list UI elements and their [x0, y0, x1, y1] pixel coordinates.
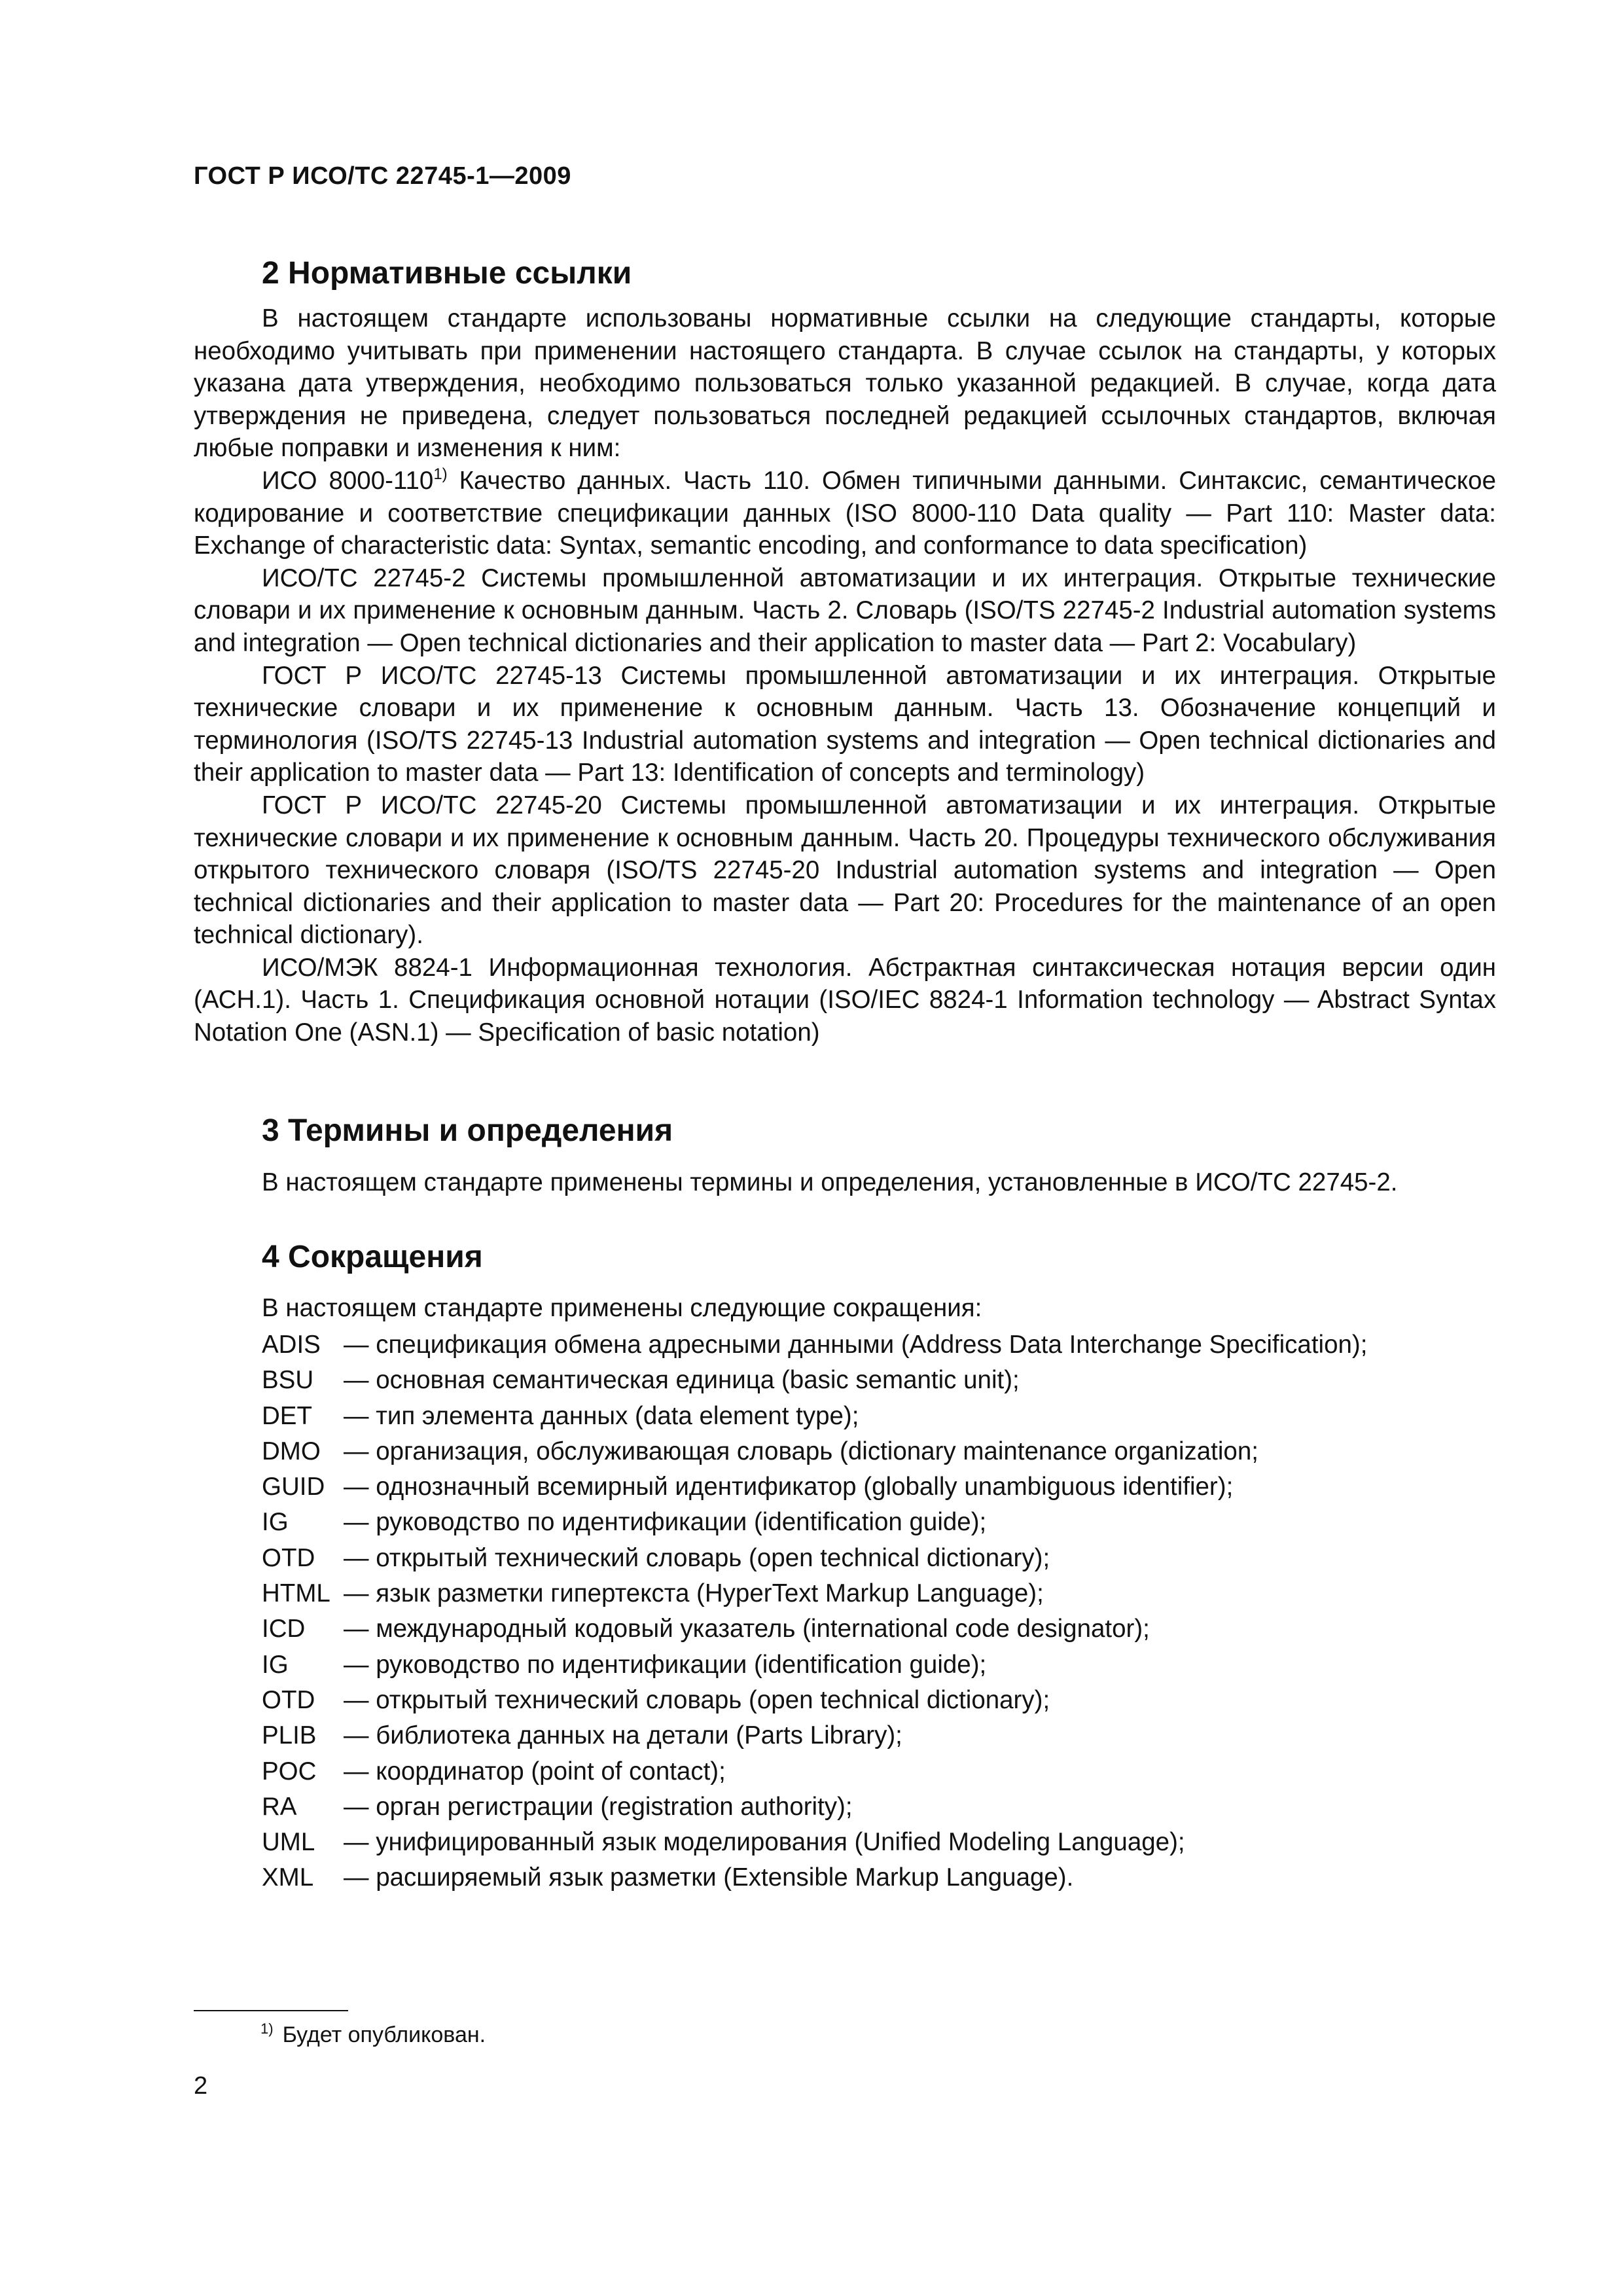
section-2-intro: В настоящем стандарте использованы нормативные ссылки на следующие стандарты, которые необходимо учитывать при применении настоящего стандарта. В случае ссылок на стандарты, у которых указана дата утверждения, необходимо пользоваться только указанной редакцией. В случае, когда дата утверждения не приведена, следует пользоваться последней редакцией ссылочных стандартов, включая любые поправки и изменения к ним: — [194, 304, 1496, 463]
section-2-title: 2 Нормативные ссылки — [262, 256, 632, 291]
abbreviation-code: RA — [262, 1792, 297, 1821]
abbreviation-code: IG — [262, 1650, 289, 1679]
section-3-title: 3 Термины и определения — [262, 1113, 673, 1148]
abbreviation-code: BSU — [262, 1366, 314, 1395]
abbreviation-code: PLIB — [262, 1721, 317, 1750]
footnote-marker: 1) — [433, 465, 448, 483]
reference-text: Качество данных. Часть 110. Обмен типичными данными. Синтаксис, семантическое кодирование и соответствие спецификации данных (ISO 8000-110 Data quality — Part 110: Master data: Exchange of characteristic data: Syntax, semantic encoding, and conformance to data specification) — [194, 466, 1497, 560]
abbreviation-code: ADIS — [262, 1331, 321, 1359]
abbreviation-code: GUID — [262, 1473, 325, 1501]
abbreviation-item — [262, 1718, 1505, 1753]
abbreviation-item — [262, 1825, 1505, 1860]
section-4-intro: В настоящем стандарте применены следующие сокращения: — [262, 1294, 982, 1322]
section-4-title: 4 Сокращения — [262, 1240, 483, 1274]
abbreviation-code: ICD — [262, 1615, 306, 1643]
abbreviation-description: — основная семантическая единица (basic semantic unit); — [344, 1366, 1020, 1395]
page-number: 2 — [194, 2072, 208, 2100]
abbreviation-item — [262, 1434, 1505, 1469]
abbreviation-description: — координатор (point of contact); — [344, 1757, 726, 1785]
footnote-text: Будет опубликован. — [282, 2022, 486, 2047]
reference-text: Системы промышленной автоматизации и их интеграция. Открытые технические словари и их применение к основным данным. Часть 13. Обозначение концепций и терминология (ISO/TS 22745-13 Industrial automation systems and integration — Open technical dictionaries and their application to master data — Part 13: Identification of concepts and terminology) — [194, 661, 1496, 787]
abbreviation-code: IG — [262, 1508, 289, 1537]
abbreviation-item — [262, 1363, 1505, 1398]
reference-item — [194, 562, 1496, 660]
abbreviation-code: XML — [262, 1863, 314, 1892]
abbreviation-description: — язык разметки гипертекста (HyperText Markup Language); — [344, 1579, 1044, 1608]
abbreviation-description: — открытый технический словарь (open technical dictionary); — [344, 1543, 1050, 1572]
reference-code: ГОСТ Р ИСО/ТС 22745-20 — [262, 791, 602, 819]
reference-item — [194, 789, 1496, 952]
abbreviation-code: HTML — [262, 1579, 330, 1608]
abbreviation-item — [262, 1399, 1505, 1434]
footnote-marker: 1) — [260, 2020, 274, 2037]
abbreviation-description: — открытый технический словарь (open technical dictionary); — [344, 1685, 1050, 1714]
abbreviation-item — [262, 1469, 1505, 1505]
abbreviation-item — [262, 1860, 1505, 1895]
abbreviation-item — [262, 1683, 1505, 1718]
section-3-text: В настоящем стандарте применены термины и определения, установленные в ИСО/ТС 22745-2. — [262, 1168, 1398, 1196]
reference-text: Системы промышленной автоматизации и их интеграция. Открытые технические словари и их применение к основным данным. Часть 2. Словарь (ISO/TS 22745-2 Industrial automation systems and integration — Open technical dictionaries and their application to master data — Part 2: Vocabulary) — [194, 564, 1496, 657]
footnote-divider — [194, 2010, 348, 2011]
abbreviation-code: POC — [262, 1757, 317, 1785]
abbreviation-code: DMO — [262, 1437, 321, 1465]
abbreviation-item — [262, 1541, 1505, 1576]
abbreviation-item — [262, 1789, 1505, 1825]
reference-code: ИСО/ТС 22745-2 — [262, 564, 466, 592]
reference-code: ИСО/МЭК 8824-1 — [262, 953, 473, 982]
section-2-body — [194, 302, 1496, 1049]
reference-code: ИСО 8000-110 — [262, 466, 434, 495]
abbreviation-description: — спецификация обмена адресными данными (Address Data Interchange Specification); — [344, 1331, 1368, 1359]
reference-item — [194, 660, 1496, 789]
reference-text: Информационная технология. Абстрактная синтаксическая нотация версии один (АСН.1). Часть 1. Спецификация основной нотации (ISO/IEC 8824-1 Information technology — Abstract Syntax Notation One (ASN.1) — Specification of basic notation) — [194, 953, 1496, 1047]
abbreviation-code: DET — [262, 1401, 312, 1430]
abbreviation-item — [262, 1754, 1505, 1789]
abbreviation-description: — тип элемента данных (data element type); — [344, 1401, 859, 1430]
abbreviation-code: OTD — [262, 1685, 315, 1714]
reference-code: ГОСТ Р ИСО/ТС 22745-13 — [262, 661, 602, 690]
abbreviation-item — [262, 1505, 1505, 1540]
abbreviation-item — [262, 1327, 1505, 1363]
abbreviation-description: — однозначный всемирный идентификатор (globally unambiguous identifier); — [344, 1473, 1234, 1501]
reference-item — [194, 465, 1496, 562]
abbreviation-description: — руководство по идентификации (identification guide); — [344, 1650, 987, 1679]
reference-text: Системы промышленной автоматизации и их интеграция. Открытые технические словари и их применение к основным данным. Часть 20. Процедуры технического обслуживания открытого технического словаря (ISO/TS 22745-20 Industrial automation systems and integration — Open technical dictionaries and their application to master data — Part 20: Procedures for the maintenance of an open technical dictionary). — [194, 791, 1496, 950]
abbreviation-code: OTD — [262, 1543, 315, 1572]
abbreviation-item — [262, 1647, 1505, 1683]
abbreviation-description: — орган регистрации (registration authority); — [344, 1792, 853, 1821]
abbreviation-description: — библиотека данных на детали (Parts Library); — [344, 1721, 902, 1750]
abbreviation-code: UML — [262, 1828, 315, 1857]
abbreviation-item — [262, 1611, 1505, 1647]
abbreviation-item — [262, 1576, 1505, 1611]
abbreviation-description: — унифицированный язык моделирования (Unified Modeling Language); — [344, 1828, 1185, 1857]
abbreviation-description: — расширяемый язык разметки (Extensible Markup Language). — [344, 1863, 1074, 1892]
abbreviation-description: — организация, обслуживающая словарь (dictionary maintenance organization; — [344, 1437, 1258, 1465]
abbreviation-description: — международный кодовый указатель (international code designator); — [344, 1615, 1150, 1643]
footnote — [260, 2020, 486, 2050]
abbreviation-list — [262, 1327, 1505, 1896]
reference-item — [194, 952, 1496, 1049]
abbreviation-description: — руководство по идентификации (identification guide); — [344, 1508, 987, 1537]
running-header: ГОСТ Р ИСО/ТС 22745-1—2009 — [194, 162, 571, 190]
